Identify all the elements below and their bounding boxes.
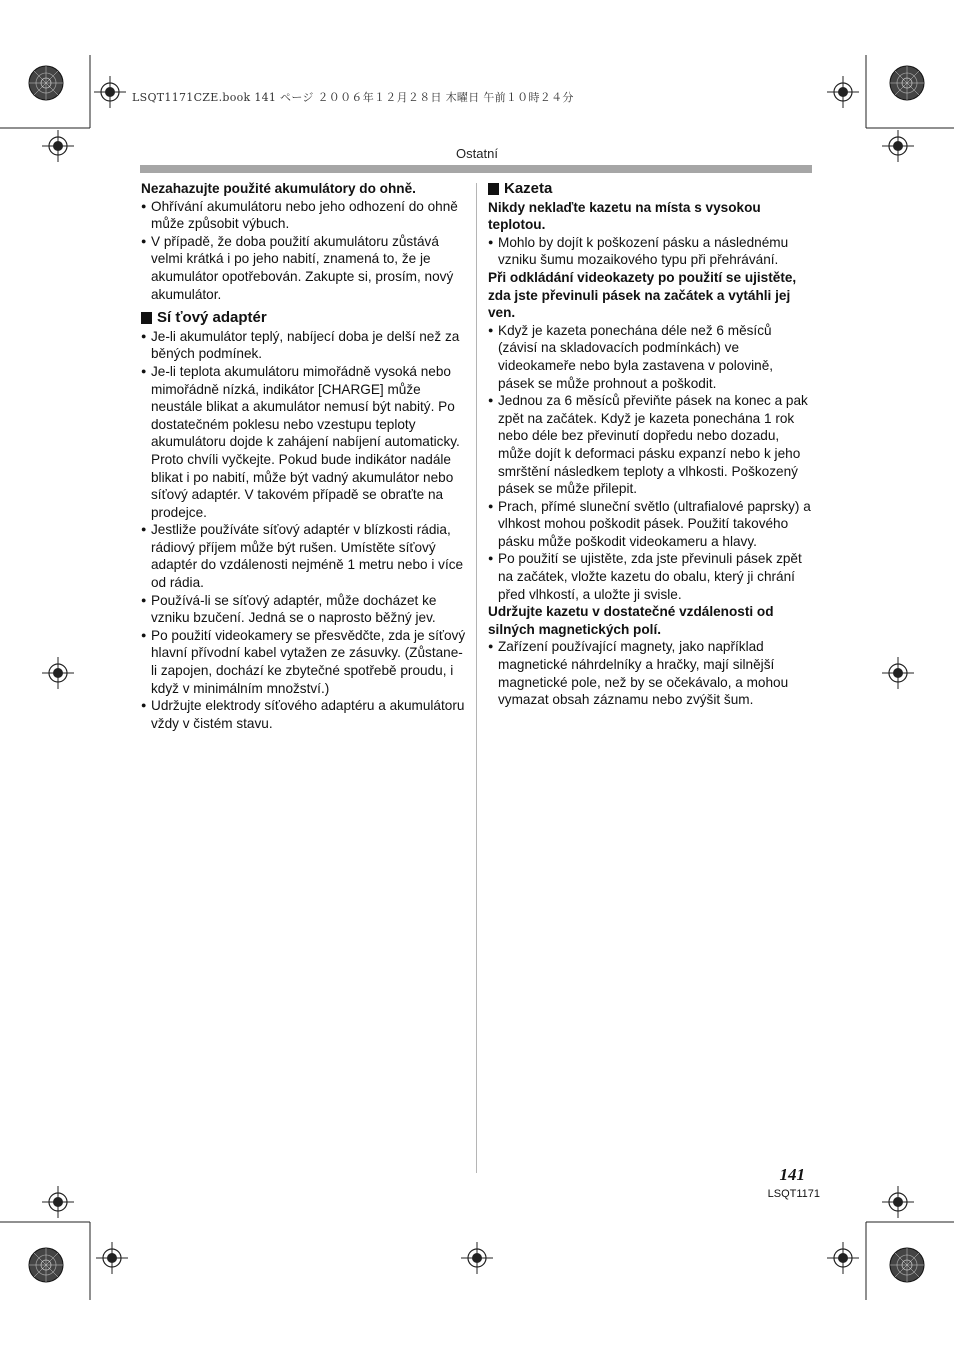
- list-item: ● Jednou za 6 měsíců převiňte pásek na konec a pak zpět na začátek. Když je kazeta ponechána 1 rok nebo déle bez převinutí dopředu nebo dozadu, může dojít k deformaci pásku expanzí nebo k jeho smrštění následkem teploty a vlhkosti. Poškozený pásek se může přilepit.: [488, 392, 812, 498]
- list-item: ● Prach, přímé sluneční světlo (ultrafialové paprsky) a vlhkost mohou poškodit pásek. Použití takového pásku může poškodit videokameru a hlavy.: [488, 498, 812, 551]
- list-item: ● Je-li teplota akumulátoru mimořádně vysoká nebo mimořádně nízká, indikátor [CHARGE] může neustále blikat a akumulátor nemusí být nabitý. Po dostatečném poklesu nebo vzestupu teploty akumulátoru dojde k zahájení nabíjení automaticky. Proto chvíli vyčkejte. Pokud bude indikátor nadále blikat i po nabití, může být vadný akumulátor nebo síťový adaptér. V takovém případě se obraťte na prodejce.: [141, 363, 467, 521]
- right-column: [488, 180, 812, 709]
- cassette-subheading-heat: Nikdy neklaďte kazetu na místa s vysokou teplotou.: [488, 199, 761, 233]
- list-item: ● Jestliže používáte síťový adaptér v blízkosti rádia, rádiový příjem může být rušen. Umístěte síťový adaptér do vzdálenosti nejméně 1 metru nebo i více od rádia.: [141, 521, 467, 591]
- column-divider: [476, 183, 477, 1173]
- list-item: ● Po použití videokamery se přesvědčte, zda je síťový hlavní přívodní kabel vytažen ze zásuvky. (Zůstane-li zapojen, dochází ke zbytečné spotřebě proudu, i když v minimálním množství.): [141, 627, 467, 697]
- cassette-heading-text: Kazeta: [504, 180, 553, 197]
- header-rule: [140, 165, 812, 173]
- cassette-heat-list: [488, 234, 812, 269]
- battery-warning: Nezahazujte použité akumulátory do ohně.: [141, 181, 416, 196]
- list-item: ● Mohlo by dojít k poškození pásku a následnému vzniku šumu mozaikového typu při přehrávání.: [488, 234, 812, 269]
- square-bullet-icon: [488, 183, 499, 195]
- list-item: ● Po použití se ujistěte, zda jste převinuli pásek zpět na začátek, vložte kazetu do obalu, který ji chrání před vlhkostí, a uložte ji svisle.: [488, 550, 812, 603]
- adapter-list: [141, 328, 467, 733]
- document-code: LSQT1171: [767, 1188, 820, 1200]
- list-item: ● Je-li akumulátor teplý, nabíjecí doba je delší než za běných podmínek.: [141, 328, 467, 363]
- adapter-heading: [141, 309, 467, 327]
- list-item: ● Používá-li se síťový adaptér, může docházet ke vzniku bzučení. Jedná se o naprosto běžný jev.: [141, 592, 467, 627]
- left-column: [141, 180, 467, 732]
- print-info-line: LSQT1171CZE.book 141 ページ ２００６年１２月２８日 木曜日 午前１０時２４分: [132, 91, 574, 104]
- list-item: ● Když je kazeta ponechána déle než 6 měsíců (závisí na skladovacích podmínkách) ve videokameře nebo byla zastavena v polovině, pásek se může prohnout a poškodit.: [488, 322, 812, 392]
- cassette-magnetic-list: [488, 638, 812, 708]
- cassette-heading: [488, 180, 812, 198]
- square-bullet-icon: [141, 312, 152, 324]
- list-item: ● Udržujte elektrody síťového adaptéru a akumulátoru vždy v čistém stavu.: [141, 697, 467, 732]
- adapter-heading-text: Sí ťový adaptér: [157, 309, 267, 327]
- cassette-storage-list: [488, 322, 812, 604]
- page-number: 141: [779, 1165, 805, 1184]
- cassette-subheading-magnetic: Udržujte kazetu v dostatečné vzdálenosti od silných magnetických polí.: [488, 604, 774, 637]
- list-item: ● Ohřívání akumulátoru nebo jeho odhození do ohně může způsobit výbuch.: [141, 198, 467, 233]
- cassette-subheading-storage: Při odkládání videokazety po použití se ujistěte, zda jste převinuli pásek na začátek a vytáhli jej ven.: [488, 269, 797, 321]
- list-item: ● Zařízení používající magnety, jako například magnetické náhrdelníky a hračky, mají silnější magnetické pole, než by se očekávalo, a mohou vymazat obsah záznamu nebo zvýšit šum.: [488, 638, 812, 708]
- section-header: Ostatní: [456, 146, 498, 161]
- battery-warning-list: [141, 198, 467, 304]
- list-item: ● V případě, že doba použití akumulátoru zůstává velmi krátká i po jeho nabití, znamená to, že je akumulátor opotřebován. Zakupte si, prosím, nový akumulátor.: [141, 233, 467, 303]
